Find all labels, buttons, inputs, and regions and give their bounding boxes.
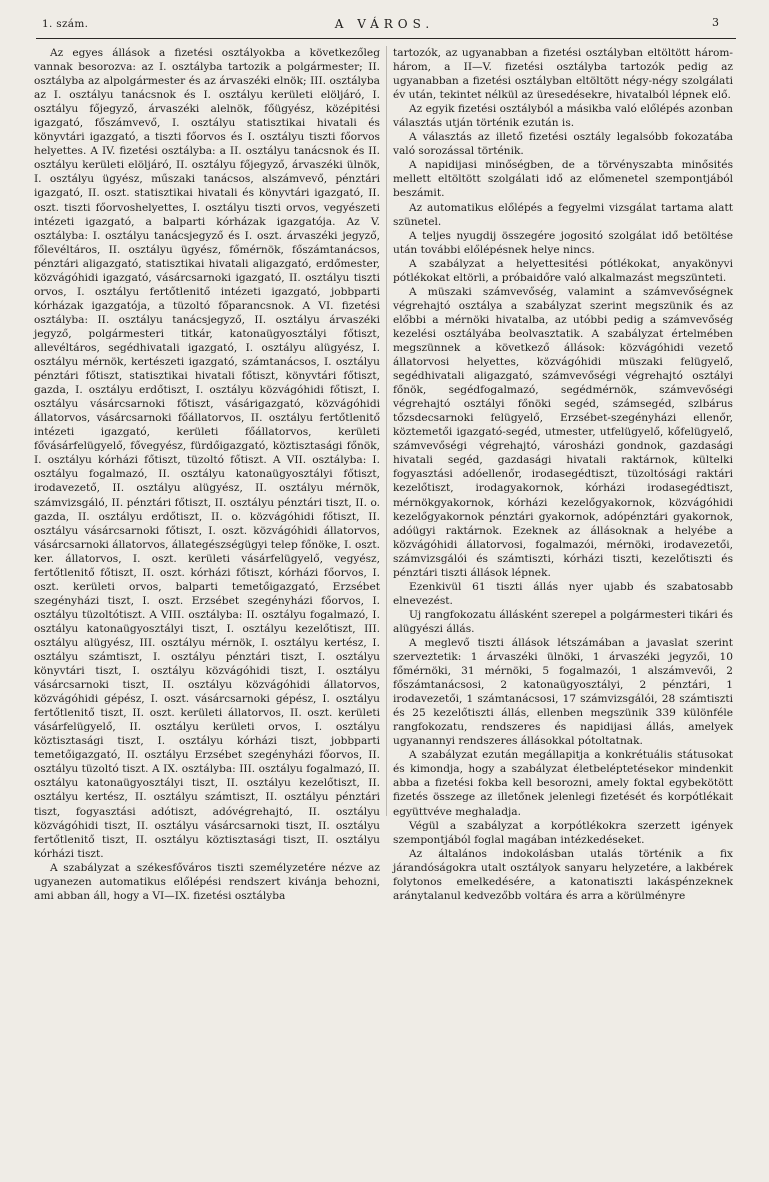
paragraph: Uj rangfokozatu állásként szerepel a polgármesteri tikári és alügyészi állás. (393, 608, 733, 635)
paragraph: tartozók, az ugyanabban a fizetési osztályban eltöltött három-három, a II—V. fizetési osztályba tartozók pedig az ugyanabban a fizetési osztályban eltöltött négy-négy szolgálati év után, tekintet nélkül az üresedésekre, hivatalból lépnek elő. (393, 47, 733, 102)
paragraph: A szabályzat a helyettesitési pótlékokat, anyakönyvi pótlékokat eltörli, a próbaidőre való alkalmazást megszünteti. (393, 257, 733, 284)
page-header (0, 0, 769, 42)
paragraph: A teljes nyugdij összegére jogositó szolgálat idő betöltése után további előlépésnek helye nincs. (393, 229, 733, 256)
right-column (393, 46, 733, 903)
paragraph: A meglevő tiszti állások létszámában a javaslat szerint szerveztetik: 1 árvaszéki ülnöki, 1 árvaszéki jegyzői, 10 főmérnöki, 31 mérnöki, 5 fogalmazói, 1 alszámvevői, 2 főszámtanácsosi, 2 katonaügyosztályi, 2 pénztári, 1 irodavezetői, 1 számtanácsosi, 17 számvizsgálói, 28 számtiszti és 25 kezelőtiszti állás, ellenben megszünik 339 különféle rangfokozatu, rendszeres és napidijasi állás, amelyek ugyanannyi rendszeres állásokkal pótoltatnak. (393, 636, 733, 748)
issue-number: 1. szám. (42, 18, 89, 30)
header-rule (36, 38, 736, 39)
left-column (34, 46, 380, 903)
paragraph: Végül a szabályzat a korpótlékokra szerzett igények szempontjából foglal magában intézkedéseket. (393, 819, 733, 846)
paragraph: Ezenkivül 61 tiszti állás nyer ujabb és szabatosabb elnevezést. (393, 580, 733, 607)
paragraph: Az általános indokolásban utalás történik a fix járandóságokra utalt osztályok sanyaru helyzetére, a lakbérek folytonos emelkedésére, a katonatiszti lakáspénzeknek aránytalanul kedvezőbb voltára és arra a körülményre (393, 847, 733, 902)
page-number: 3 (712, 16, 719, 29)
column-divider (386, 46, 387, 816)
paragraph: Az egyik fizetési osztályból a másikba való előlépés azonban választás utján történik ezután is. (393, 103, 733, 130)
page-title: A VÁROS. (334, 17, 435, 31)
paragraph: Az egyes állások a fizetési osztályokba a következőleg vannak besorozva: az I. osztályba tartozik a polgármester; II. osztályba az alpolgármester és az árvaszéki elnök; III. osztályba az I. osztályu tanácsnok és I. osztályu kerületi elöljáró, I. osztályu főjegyző, árvaszéki alelnök, főügyész, középitési igazgató, főszámvevő, I. osztályu statisztikai hivatali és könyvtári igazgató, a tiszti főorvos és I. osztályu tiszti főorvos helyettes. A IV. fizetési osztályba: a II. osztályu tanácsnok és II. osztályu kerületi elöljáró, II. osztályu főjegyző, árvaszéki ülnök, I. osztályu ügyész, műszaki tanácsos, alszámvevő, pénztári igazgató, II. oszt. statisztikai hivatali és könyvtári igazgató, II. oszt. tiszti főorvoshelyettes, I. osztályu tiszti orvos, vegyészeti intézeti igazgató, a balparti kórházak igazgatója. Az V. osztályba: I. osztályu tanácsjegyző és I. oszt. árvaszéki jegyző, főlevéltáros, II. osztályu ügyész, főmérnök, főszámtanácsos, pénztári aligazgató, statisztikai hivatali aligazgató, erdőmester, közvágóhidi igazgató, vásárcsarnoki igazgató, II. osztályu tiszti orvos, I. osztályu fertőtlenitő intézeti igazgató, jobbparti kórházak igazgatója, a tüzoltó főparancsnok. A VI. fizetési osztályba: II. osztályu tanácsjegyző, II. osztályu árvaszéki jegyző, polgármesteri titkár, katonaügyosztályi főtiszt, allevéltáros, segédhivatali igazgató, I. osztályu alügyész, I. osztályu mérnök, kertészeti igazgató, számtanácsos, I. osztályu pénztári főtiszt, statisztikai hivatali főtiszt, könyvtári főtiszt, gazda, I. osztályu erdőtiszt, I. osztályu közvágóhidi főtiszt, I. osztályu vásárcsarnoki főtiszt, vásárigazgató, közvágóhidi állatorvos, vásárcsarnoki főállatorvos, II. osztályu fertőtlenitő intézeti igazgató, kerületi főállatorvos, kerületi fővásárfelügyelő, fővegyész, fürdőigazgató, köztisztasági főnök, I. osztályu kórházi főtiszt, tüzoltó főtiszt. A VII. osztályba: I. osztályu fogalmazó, II. osztályu katonaügyosztályi főtiszt, irodavezető, II. osztályu alügyész, II. osztályu mérnök, számvizsgáló, II. pénztári főtiszt, II. osztályu pénztári tiszt, II. o. gazda, II. osztályu erdőtiszt, II. o. közvágóhidi főtiszt, II. osztályu vásárcsarnoki főtiszt, I. oszt. közvágóhidi állatorvos, vásárcsarnoki állatorvos, állategészségügyi telep főnöke, I. oszt. ker. állatorvos, I. oszt. kerületi vásárfelügyelő, vegyész, fertőtlenitő főtiszt, II. oszt. kórházi főtiszt, kórházi főorvos, I. oszt. kerületi orvos, balparti temetőigazgató, Erzsébet szegényházi tiszt, I. oszt. Erzsébet szegényházi főorvos, I. osztályu tüzoltótiszt. A VIII. osztályba: II. osztályu fogalmazó, I. osztályu katonaügyosztályi tiszt, I. osztályu kezelőtiszt, III. osztályu alügyész, III. osztályu mérnök, I. osztályu kertész, I. osztályu számtiszt, I. osztályu pénztári tiszt, I. osztályu könyvtári tiszt, I. osztályu közvágóhidi tiszt, I. osztályu vásárcsarnoki tiszt, II. osztályu közvágóhidi állatorvos, közvágóhidi gépész, I. oszt. vásárcsarnoki gépész, I. osztályu fertőtlenitő tiszt, II. oszt. kerületi állatorvos, II. oszt. kerületi vásárfelügyelő, II. osztályu kerületi orvos, I. osztályu köztisztasági tiszt, I. osztályu kórházi tiszt, jobbparti temetőigazgató, II. osztályu Erzsébet szegényházi főorvos, II. osztályu tüzoltó tiszt. A IX. osztályba: III. osztályu fogalmazó, II. osztályu katonaügyosztályi tiszt, II. osztályu kezelőtiszt, II. osztályu kertész, II. osztályu számtiszt, II. osztályu pénztári tiszt, fogyasztási adótiszt, adóvégrehajtó, II. osztályu közvágóhidi tiszt, II. osztályu vásárcsarnoki tiszt, II. osztályu fertőtlenitő tiszt, II. osztályu köztisztasági tiszt, II. osztályu kórházi tiszt. (34, 47, 380, 860)
paragraph: Az automatikus előlépés a fegyelmi vizsgálat tartama alatt szünetel. (393, 201, 733, 228)
paragraph: A szabályzat ezután megállapitja a konkrétuális státusokat és kimondja, hogy a szabályzat életbeléptetésekor mindenkit abba a fizetési fokba kell besorozni, amely foktal egybekötött fizetés összege az illetőnek jelenlegi fizetését és korpótlékait együttvéve meghaladja. (393, 749, 733, 818)
paragraph: A müszaki számvevőség, valamint a számvevőségnek végrehajtó osztálya a szabályzat szerint megszünik és az előbbi a mérnöki hivatalba, az utóbbi pedig a számvevőség kezelési osztályába beolvasztatik. A szabályzat értelmében megszünnek a következő állások: közvágóhidi vezető állatorvosi helyettes, közvágóhidi müszaki felügyelő, segédhivatali aligazgató, számvevőségi végrehajtó osztályi főnök, segédfogalmazó, segédmérnök, számvevőségi végrehajtó osztályi főnöki segéd, számsegéd, szlbárus tőzsdecsarnoki felügyelő, Erzsébet-szegényházi ellenőr, köztemetői igazgató-segéd, utmester, utfelügyelő, kőfelügyelő, számvevőségi végrehajtó, városházi gondnok, gazdasági hivatali segéd, gazdasági hivatali raktárnok, kültelki fogyasztási adóellenőr, irodasegédtiszt, tüzoltósági raktári kezelőtiszt, irodagyakornok, kórházi irodasegédtiszt, mérnökgyakornok, kórházi kezelőgyakornok, közvágóhidi kezelőgyakornok pénztári gyakornok, adópénztári gyakornok, adóügyi raktárnok. Ezeknek az állásoknak a helyébe a közvágóhidi állatorvosi, fogalmazói, mérnöki, irodavezetői, számvizsgálói és számtiszti, kórházi tiszti, kezelőtiszti és pénztári tiszti állások lépnek. (393, 285, 733, 579)
paragraph: A szabályzat a székesfőváros tiszti személyzetére nézve az ugyanezen automatikus előlépési rendszert kivánja behozni, ami abban áll, hogy a VI—IX. fizetési osztályba (34, 861, 380, 902)
paragraph: A választás az illető fizetési osztály legalsóbb fokozatába való sorozással történik. (393, 131, 733, 158)
paragraph: A napidijasi minőségben, de a törvényszabta minősités mellett eltöltött szolgálati idő az előmenetel szempontjából beszámit. (393, 159, 733, 200)
